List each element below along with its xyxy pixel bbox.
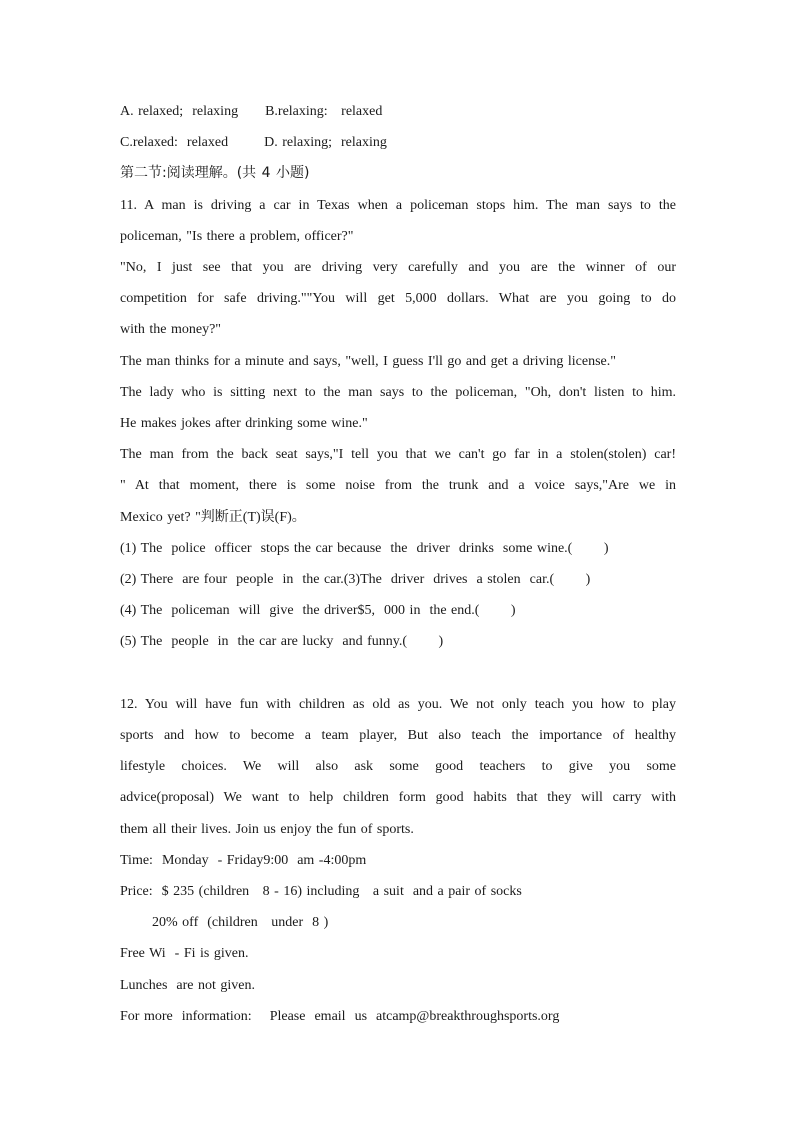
q11-line: with the money?" <box>120 322 222 338</box>
question-11 <box>120 190 676 658</box>
camp-time: Time: Monday - Friday9:00 am -4:00pm <box>120 852 367 868</box>
q11-statement-5: (5) The people in the car are lucky and funny.( ) <box>120 634 444 650</box>
q12-line: advice(proposal) We want to help children form good habits that they will carry with <box>120 790 676 806</box>
q11-line: competition for safe driving.""You will get 5,000 dollars. What are you going to do <box>120 291 676 307</box>
q11-line: policeman, "Is there a problem, officer?" <box>120 228 354 244</box>
options-line-cd: C.relaxed: relaxed D. relaxing; relaxing <box>120 135 387 151</box>
q11-statement-1: (1) The police officer stops the car because the driver drinks some wine.( ) <box>120 540 609 556</box>
q11-statement-4: (4) The policeman will give the driver$5, 000 in the end.( ) <box>120 603 516 619</box>
section-heading: 第二节:阅读理解。(共 4 小题) <box>120 165 310 182</box>
spacer <box>120 658 676 689</box>
q12-line: lifestyle choices. We will also ask some good teachers to give you some <box>120 759 676 775</box>
q11-statement-2-3: (2) There are four people in the car.(3)The driver drives a stolen car.( ) <box>120 571 591 587</box>
camp-discount: 20% off (children under 8 ) <box>152 915 329 931</box>
q11-line: The man from the back seat says,"I tell you that we can't go far in a stolen(stolen) car! <box>120 447 676 463</box>
camp-contact: For more information: Please email us atcamp@breakthroughsports.org <box>120 1008 560 1024</box>
q11-line: " At that moment, there is some noise from the trunk and a voice says,"Are we in <box>120 478 676 494</box>
q12-line: 12. You will have fun with children as old as you. We not only teach you how to play <box>120 696 676 712</box>
q11-line: He makes jokes after drinking some wine." <box>120 415 368 431</box>
q11-line: The man thinks for a minute and says, "well, I guess I'll go and get a driving license." <box>120 353 616 369</box>
camp-price: Price: $ 235 (children 8 - 16) including a suit and a pair of socks <box>120 883 522 899</box>
q11-line: 11. A man is driving a car in Texas when a policeman stops him. The man says to the <box>120 197 676 213</box>
question-12 <box>120 689 676 1032</box>
q11-line: Mexico yet? "判断正(T)误(F)。 <box>120 509 306 525</box>
camp-wifi: Free Wi - Fi is given. <box>120 946 249 962</box>
q11-line: The lady who is sitting next to the man says to the policeman, "Oh, don't listen to him. <box>120 384 676 400</box>
camp-lunches: Lunches are not given. <box>120 977 256 993</box>
q11-line: "No, I just see that you are driving very carefully and you are the winner of our <box>120 260 676 275</box>
q12-line: them all their lives. Join us enjoy the fun of sports. <box>120 821 414 837</box>
options-line-ab: A. relaxed; relaxing B.relaxing: relaxed <box>120 104 383 119</box>
document-page <box>120 96 676 1032</box>
q12-line: sports and how to become a team player, But also teach the importance of healthy <box>120 727 676 743</box>
